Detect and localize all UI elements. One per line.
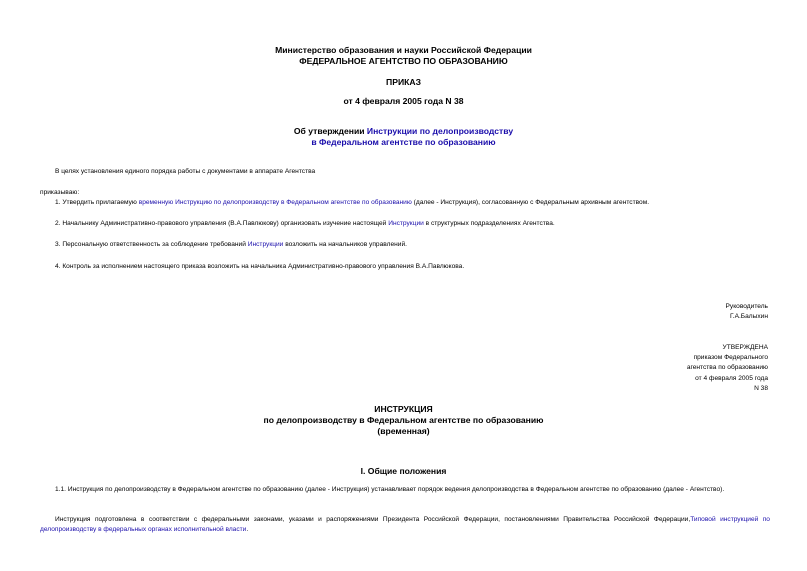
approval-l2: приказом Федерального [693, 354, 768, 361]
order-item-3 [55, 240, 407, 249]
order-item-4: 4. Контроль за исполнением настоящего приказа возложить на начальника Административно-правового управления В.А.Павлюкова. [55, 263, 465, 270]
title-prefix: Об утверждении [293, 126, 367, 136]
order-word: приказываю: [40, 189, 80, 196]
paragraph2-end: . [246, 526, 249, 533]
signature-name: Г.А.Балыхин [729, 313, 768, 320]
instruction-subtitle: по делопроизводству в Федеральном агентстве по образованию [263, 415, 544, 425]
item1-text-end: (далее - Инструкция), согласованную с Федеральным архивным агентством. [411, 199, 650, 206]
order-item-1 [55, 198, 649, 207]
title-link-line2[interactable]: в Федеральном агентстве по образованию [311, 137, 496, 147]
preamble: В целях установления единого порядка работы с документами в аппарате Агентства [55, 168, 316, 175]
doc-date: от 4 февраля 2005 года N 38 [343, 96, 464, 106]
approval-l1: УТВЕРЖДЕНА [722, 344, 768, 351]
item3-text: 3. Персональную ответственность за соблюдение требований [55, 241, 248, 248]
section-paragraph-1: 1.1. Инструкция по делопроизводству в Федеральном агентстве по образованию (далее - Инструкция) устанавливает порядок ведения делопроизводства в Федеральном агентстве по образованию (далее - Агентство). [55, 486, 725, 493]
item1-text: 1. Утвердить прилагаемую [55, 199, 139, 206]
instruction-note: (временная) [377, 426, 430, 436]
approval-l4: от 4 февраля 2005 года [695, 375, 768, 382]
ministry-name: Министерство образования и науки Российской Федерации [275, 45, 532, 55]
section-paragraph-2 [40, 515, 770, 535]
instruction-link[interactable]: временную Инструкцию по делопроизводству в Федеральном агентстве по образованию [138, 199, 412, 206]
item3-text-end: возложить на начальников управлений. [283, 241, 407, 248]
instruction-link[interactable]: Инструкции [247, 241, 284, 248]
signature-role: Руководитель [725, 303, 768, 310]
paragraph2-text: Инструкция подготовлена в соответствии с федеральными законами, указами и распоряжениями Президента Российской Федерации, постановлениями Правительства Российской Федерации, [55, 516, 691, 523]
agency-name: ФЕДЕРАЛЬНОЕ АГЕНТСТВО ПО ОБРАЗОВАНИЮ [299, 56, 508, 66]
order-item-2 [55, 219, 555, 228]
item2-text-end: в структурных подразделениях Агентства. [423, 220, 555, 227]
typical-instruction-link[interactable]: Типовой инструкцией по делопроизводству в федеральных органах исполнительной власти [40, 516, 770, 533]
instruction-link[interactable]: Инструкции [388, 220, 424, 227]
order-title-line2 [0, 137, 807, 148]
section-heading: I. Общие положения [360, 466, 447, 476]
approval-l5: N 38 [754, 385, 768, 392]
title-link[interactable]: Инструкции по делопроизводству [366, 126, 514, 136]
approval-l3: агентства по образованию [686, 364, 768, 371]
doc-type: ПРИКАЗ [386, 77, 421, 87]
order-title-line1 [0, 126, 807, 137]
instruction-title: ИНСТРУКЦИЯ [374, 404, 433, 414]
item2-text: 2. Начальнику Административно-правового управления (В.А.Павлюкову) организовать изучение настоящей [55, 220, 389, 227]
